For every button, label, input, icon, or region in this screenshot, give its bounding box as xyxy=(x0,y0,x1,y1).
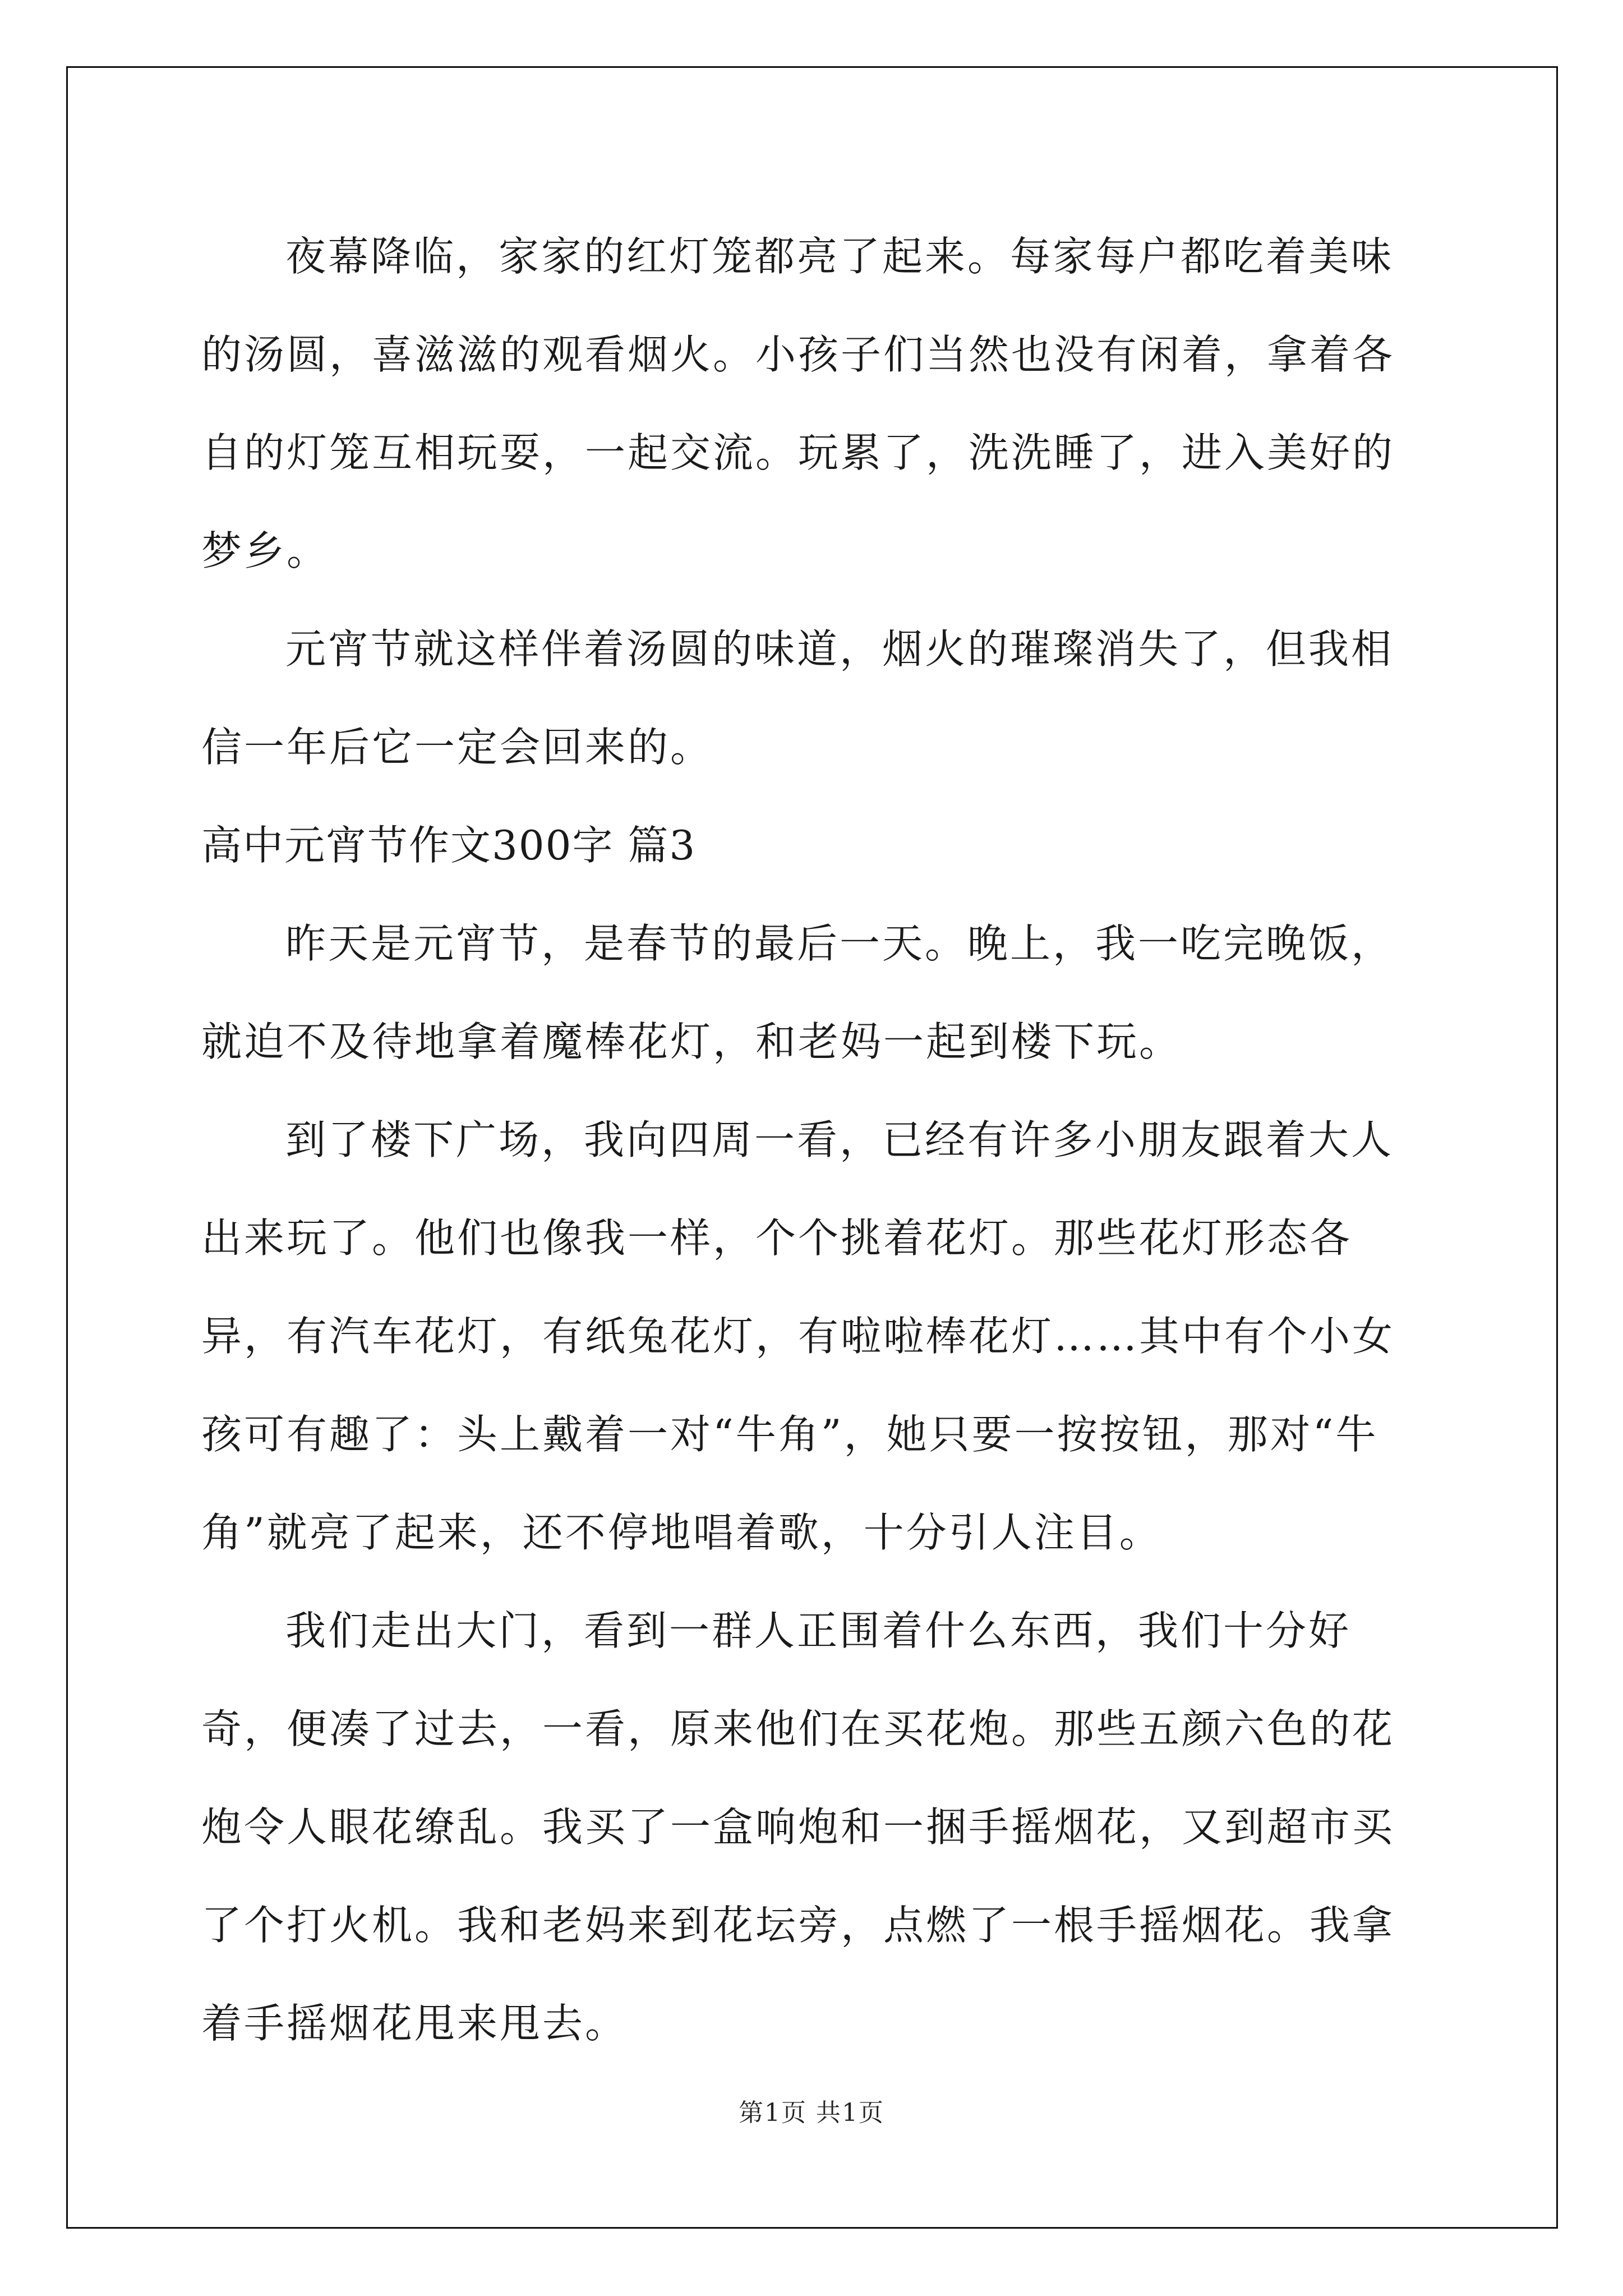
document-body xyxy=(201,208,1433,2073)
paragraph-evening: 夜幕降临，家家的红灯笼都亮了起来。每家每户都吃着美味的汤圆，喜滋滋的观看烟火。小孩子们当然也没有闲着，拿着各自的灯笼互相玩耍，一起交流。玩累了，洗洗睡了，进入美好的梦乡。 xyxy=(201,233,1395,574)
paragraph-square: 到了楼下广场，我向四周一看，已经有许多小朋友跟着大人出来玩了。他们也像我一样，个个挑着花灯。那些花灯形态各异，有汽车花灯，有纸兔花灯，有啦啦棒花灯……其中有个小女孩可有趣了：头上戴着一对“牛角”，她只要一按按钮，那对“牛角”就亮了起来，还不停地唱着歌，十分引人注目。 xyxy=(201,1116,1395,1556)
paragraph-lantern-festival-ending: 元宵节就这样伴着汤圆的味道，烟火的璀璨消失了，但我相信一年后它一定会回来的。 xyxy=(201,625,1394,771)
paragraph-fireworks: 我们走出大门，看到一群人正围着什么东西，我们十分好奇，便凑了过去，一看，原来他们在买花炮。那些五颜六色的花炮令人眼花缭乱。我买了一盒响炮和一捆手摇烟花，又到超市买了个打火机。我和老妈来到花坛旁，点燃了一根手摇烟花。我拿着手摇烟花甩来甩去。 xyxy=(201,1607,1395,2047)
page-footer: 第1页 共1页 xyxy=(739,2099,884,2127)
paragraph-yesterday: 昨天是元宵节，是春节的最后一天。晚上，我一吃完晚饭，就迫不及待地拿着魔棒花灯，和老妈一起到楼下玩。 xyxy=(201,920,1394,1065)
section-heading: 高中元宵节作文300字 篇3 xyxy=(201,822,697,869)
